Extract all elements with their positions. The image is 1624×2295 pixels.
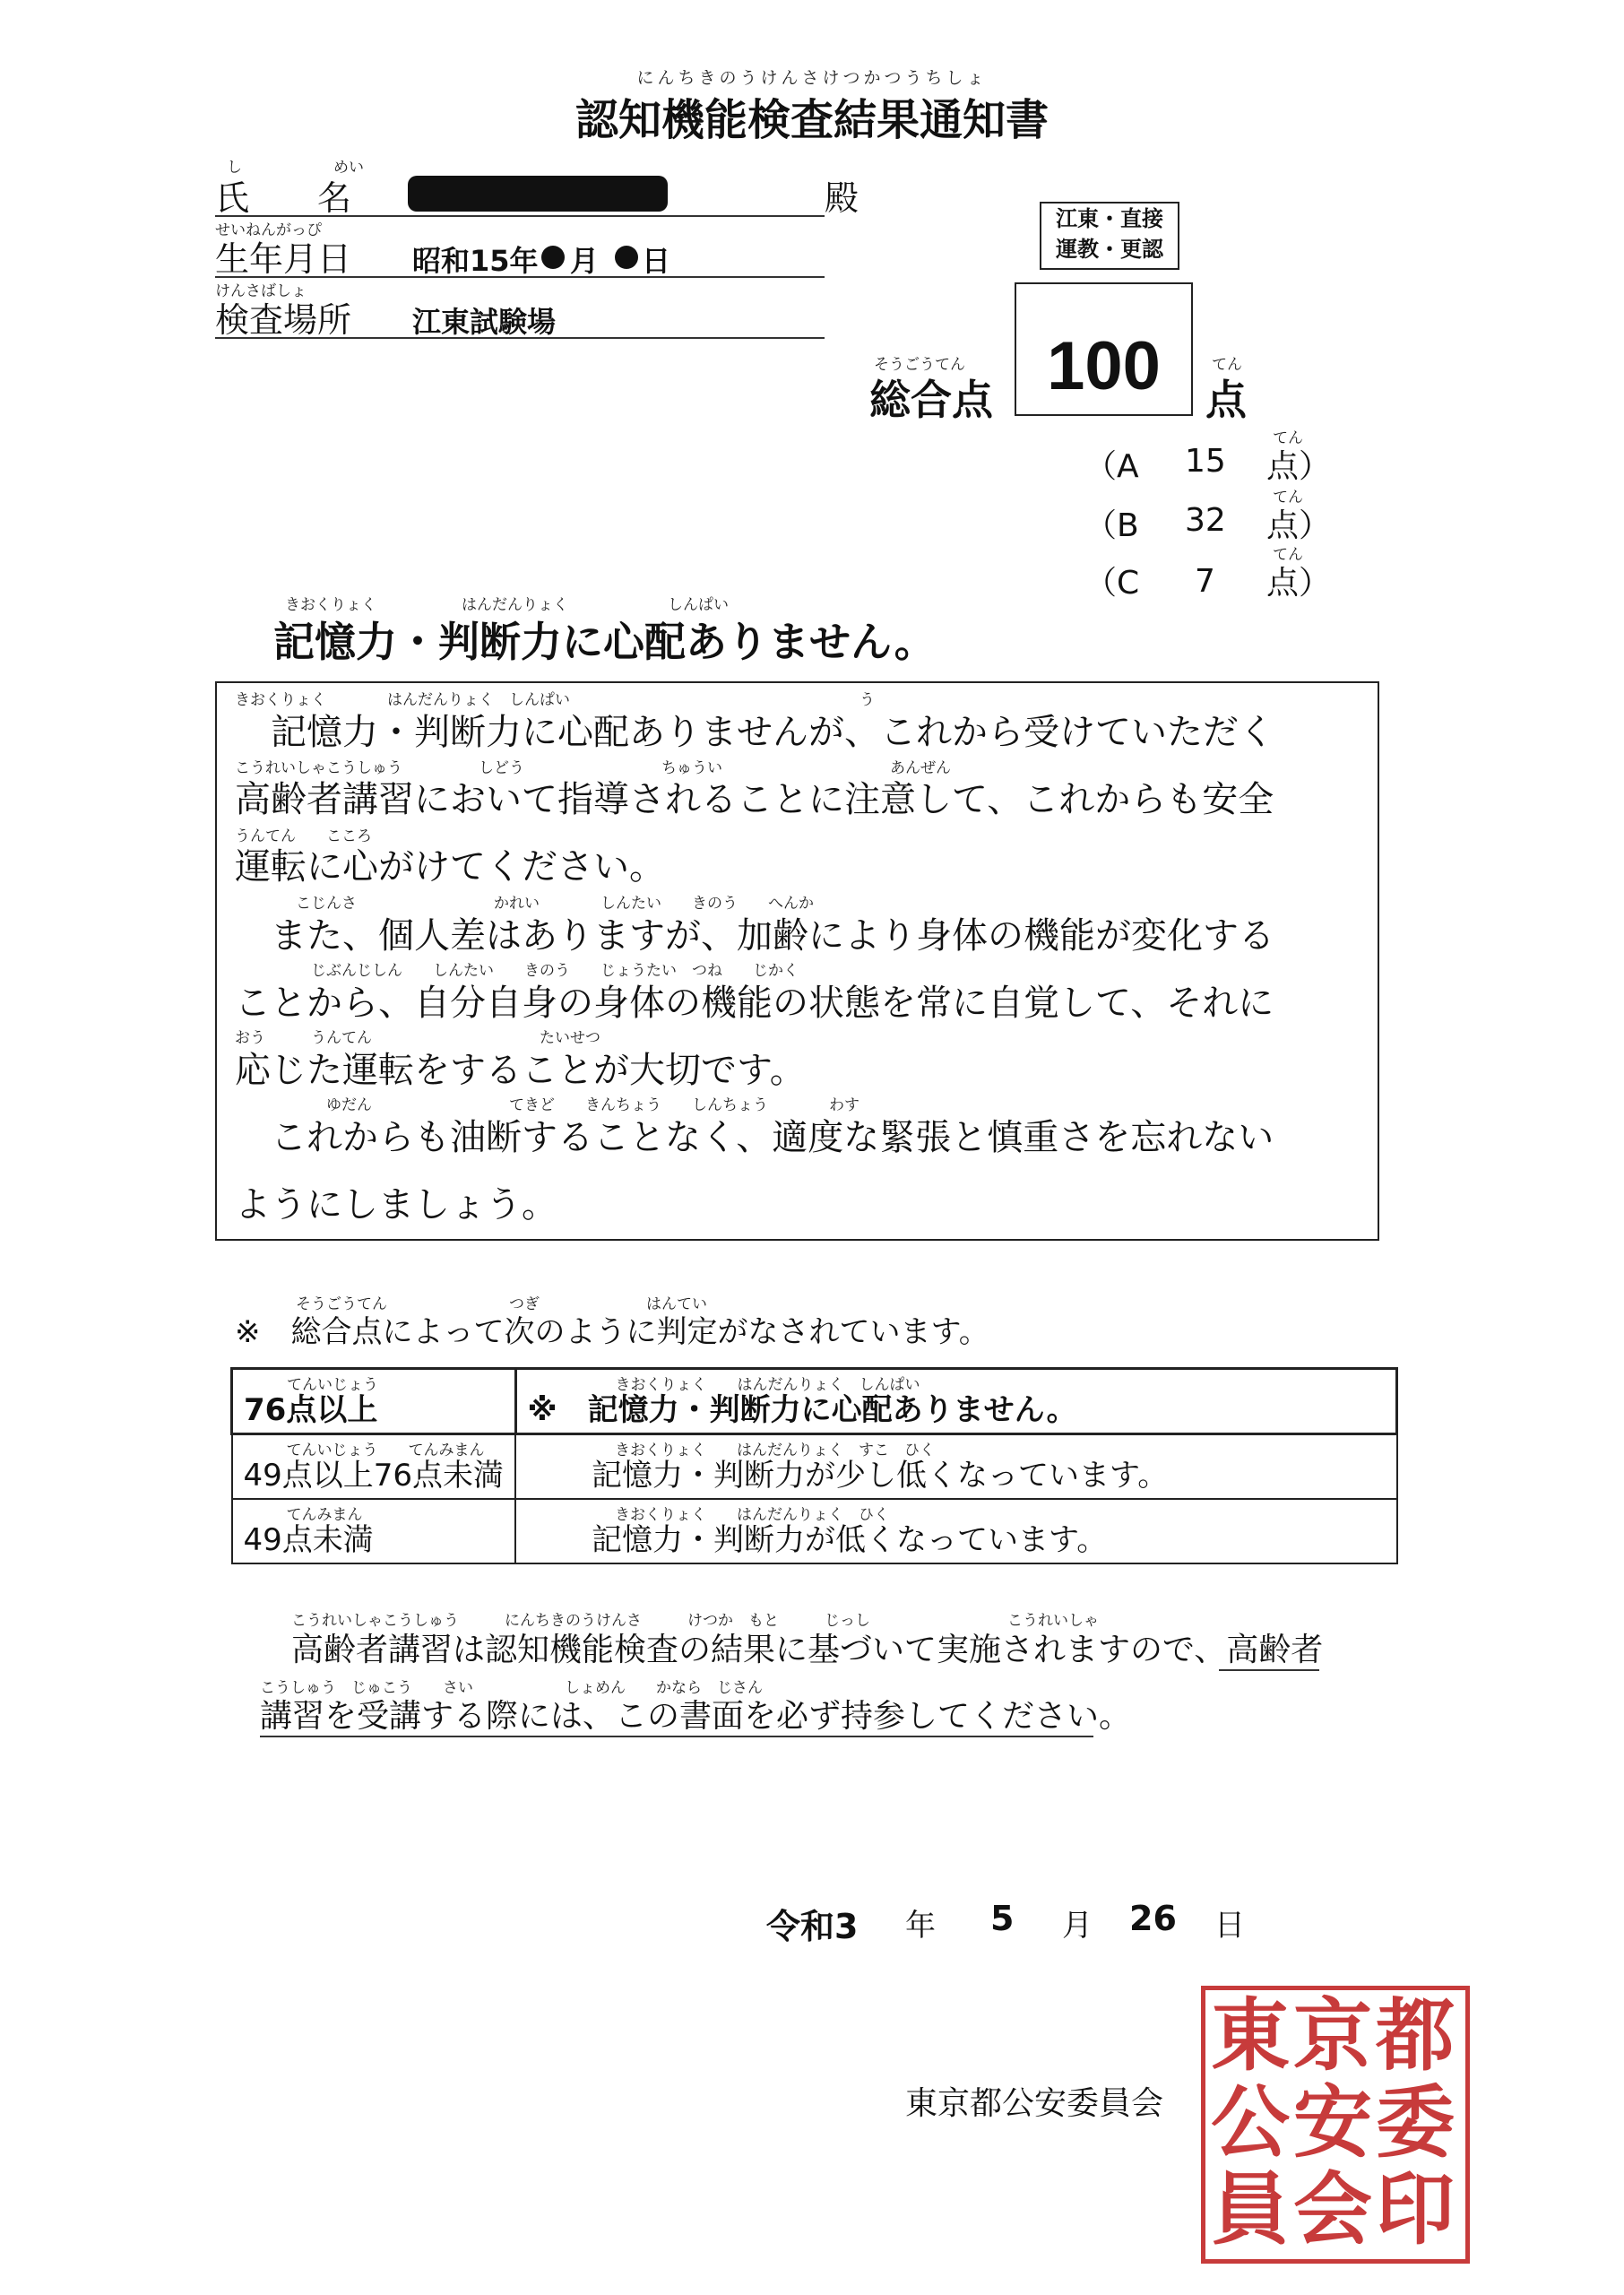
judgement-note: ※ 総合点によって次のように判定がなされています。: [235, 1314, 989, 1350]
result-cell: [515, 1369, 1396, 1434]
sub-score-b-label: （B: [1084, 507, 1139, 544]
place-underline: [215, 337, 825, 339]
seal-char: 会: [1293, 2162, 1373, 2256]
result-ruby: きおくりょく はんだんりょく ひく: [615, 1506, 890, 1524]
sub-score-a-unit: 点）: [1266, 448, 1332, 485]
birth-label: 生年月日: [215, 239, 352, 279]
birth-value-year: 昭和15年: [412, 244, 539, 278]
sub-score-b-value: 32: [1185, 502, 1226, 539]
name-ruby-2: めい: [333, 159, 364, 177]
range-ruby: てんいじょう: [287, 1376, 378, 1394]
birth-ruby: せいねんがっぴ: [215, 221, 322, 239]
place-ruby: けんさばしょ: [215, 282, 307, 300]
sub-score-c-unit: 点）: [1266, 565, 1332, 602]
table-row: [232, 1434, 1397, 1500]
range-ruby: てんみまん: [286, 1506, 363, 1524]
range-text: 49点未満: [243, 1522, 374, 1558]
seal-char: 京: [1293, 1988, 1373, 2082]
result-text: 記憶力・判断力が少し低くなっています。: [592, 1458, 1169, 1494]
range-text: 49点以上76点未満: [243, 1458, 505, 1494]
place-value: 江東試験場: [412, 305, 557, 339]
seal-char: 都: [1376, 1988, 1456, 2082]
closing-underline-2: [260, 1736, 1093, 1737]
advice-ruby-4: こじんさ かれい しんたい きのう へんか: [235, 895, 814, 913]
advice-line-8: ようにしましょう。: [235, 1184, 557, 1225]
judgement-table: [230, 1367, 1398, 1564]
advice-line-7: これからも油断することなく、適度な緊張と慎重さを忘れない: [235, 1117, 1274, 1158]
total-score-box: [1015, 282, 1193, 416]
date-nen: 年: [905, 1908, 936, 1944]
seal-char: 東: [1211, 1988, 1291, 2082]
category-line-1: 江東・直接: [1056, 206, 1163, 231]
official-seal: [1201, 1986, 1470, 2264]
redacted-birth-month: [541, 246, 565, 269]
result-cell: [515, 1499, 1396, 1563]
headline: 記憶力・判断力に心配ありません。: [273, 618, 936, 666]
advice-line-2: 高齢者講習において指導されることに注意して、これからも安全: [235, 779, 1274, 820]
advice-line-4: また、個人差はありますが、加齢により身体の機能が変化する: [235, 915, 1274, 957]
date-day: 26: [1129, 1899, 1177, 1938]
advice-ruby-3: うんてん こころ: [235, 827, 372, 845]
closing-line-2: 講習を受講する際には、この書面を必ず持参してください。: [260, 1698, 1132, 1735]
issuer: 東京都公安委員会: [905, 2085, 1164, 2122]
range-cell: [232, 1369, 516, 1434]
result-text: ※ 記憶力・判断力に心配ありません。: [527, 1392, 1077, 1428]
total-score-value: 100: [1047, 328, 1161, 404]
date-gatsu: 月: [1062, 1908, 1093, 1944]
place-label: 検査場所: [215, 300, 352, 340]
sub-score-a-label: （A: [1084, 448, 1139, 485]
advice-line-5: ことから、自分自身の身体の機能の状態を常に自覚して、それに: [235, 983, 1274, 1024]
sub-score-c-value: 7: [1195, 563, 1215, 600]
name-suffix: 殿: [825, 178, 860, 218]
seal-char: 公: [1211, 2075, 1291, 2169]
advice-line-6: 応じた運転をすることが大切です。: [235, 1050, 806, 1091]
closing-ruby-1: こうれいしゃこうしゅう にんちきのうけんさ けつか もと じっし こうれいしゃ: [291, 1612, 1099, 1630]
birth-value-day: 日: [642, 244, 671, 278]
advice-line-1: 記憶力・判断力に心配ありませんが、これから受けていただく: [235, 712, 1274, 753]
headline-ruby-3: しんぱい: [668, 596, 729, 614]
advice-ruby-2: こうれいしゃこうしゅう しどう ちゅうい あんぜん: [235, 759, 951, 777]
date-nichi: 日: [1214, 1908, 1245, 1944]
birth-value-month: 月: [570, 244, 600, 278]
sub-score-a-value: 15: [1185, 443, 1226, 480]
name-ruby-1: し: [227, 159, 242, 177]
advice-ruby-1: きおくりょく はんだんりょく しんぱい う: [235, 691, 875, 709]
result-text: 記憶力・判断力が低くなっています。: [592, 1522, 1108, 1558]
seal-char: 印: [1376, 2162, 1456, 2256]
headline-ruby-2: はんだんりょく: [462, 596, 568, 614]
sub-score-c-label: （C: [1084, 565, 1140, 602]
closing-ruby-2: こうしゅう じゅこう さい しょめん かなら じさん: [260, 1679, 763, 1697]
result-ruby: きおくりょく はんだんりょく すこ ひく: [615, 1442, 936, 1459]
seal-char: 員: [1211, 2162, 1291, 2256]
range-cell: [232, 1434, 516, 1500]
page-title: 認知機能検査結果通知書: [574, 95, 1049, 145]
closing-line-1: 高齢者講習は認知機能検査の結果に基づいて実施されますので、高齢者: [291, 1632, 1324, 1668]
name-label: 氏 名: [215, 178, 352, 218]
redacted-name: [408, 176, 668, 212]
date-era: 令和3: [766, 1907, 859, 1946]
advice-ruby-6: おう うんてん たいせつ: [235, 1029, 600, 1047]
headline-ruby-1: きおくりょく: [285, 596, 376, 614]
total-ten-ruby: てん: [1212, 356, 1242, 374]
seal-char: 委: [1376, 2075, 1456, 2169]
advice-ruby-7: ゆだん てきど きんちょう しんちょう わす: [235, 1096, 860, 1114]
birth-underline: [215, 276, 825, 278]
advice-ruby-5: じぶんじしん しんたい きのう じょうたい つね じかく: [235, 962, 799, 980]
range-ruby: てんいじょう てんみまん: [286, 1442, 485, 1459]
closing-underline-1: [1219, 1669, 1319, 1671]
total-ten: 点: [1205, 376, 1247, 424]
title-ruby: にんちきのうけんさけつかつうちしょ: [636, 68, 988, 88]
result-ruby: きおくりょく はんだんりょく しんぱい: [615, 1376, 920, 1394]
seal-char: 安: [1293, 2075, 1373, 2169]
sub-score-a-ruby: てん: [1273, 429, 1303, 447]
category-box: [1040, 202, 1179, 270]
date-month: 5: [990, 1899, 1015, 1938]
sub-score-b-unit: 点）: [1266, 507, 1332, 544]
note-ruby: そうごうてん つぎ はんてい: [296, 1295, 707, 1313]
result-cell: [515, 1434, 1396, 1500]
table-row: [232, 1499, 1397, 1563]
sub-score-b-ruby: てん: [1273, 489, 1303, 507]
range-text: 76点以上: [244, 1392, 378, 1428]
total-ruby: そうごうてん: [874, 356, 965, 374]
advice-line-3: 運転に心がけてください。: [235, 846, 665, 888]
range-cell: [232, 1499, 516, 1563]
sub-score-c-ruby: てん: [1273, 546, 1303, 564]
category-line-2: 運教・更認: [1056, 237, 1163, 262]
redacted-birth-day: [615, 246, 638, 269]
total-label: 総合点: [869, 376, 993, 424]
table-row: [232, 1369, 1397, 1434]
